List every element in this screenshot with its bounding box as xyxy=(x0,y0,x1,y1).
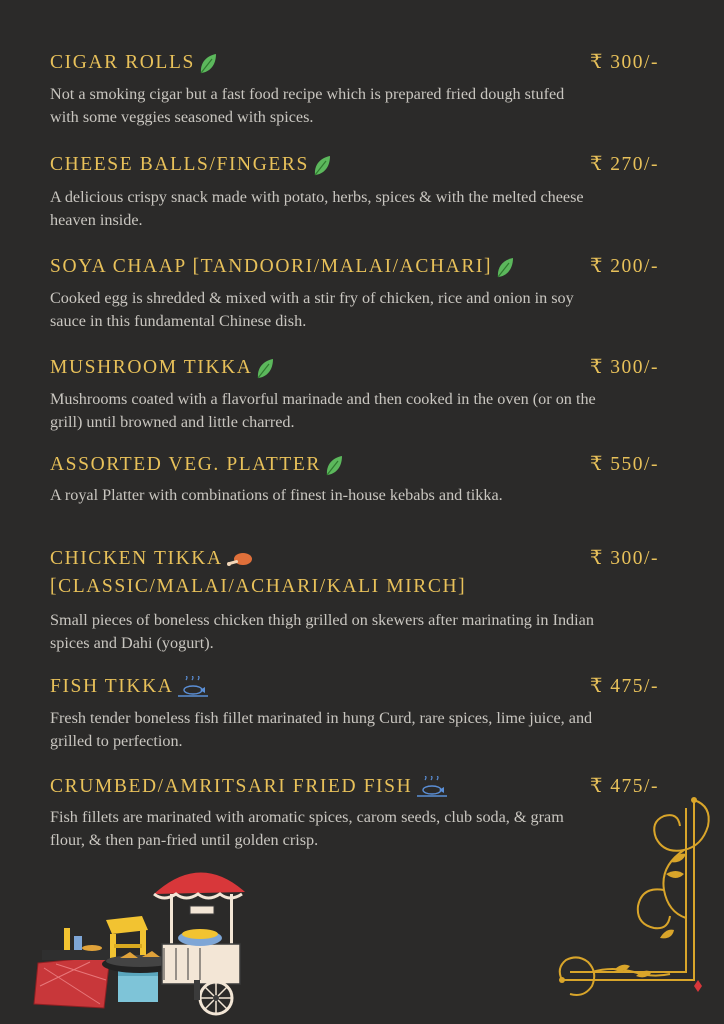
item-description: Fish fillets are marinated with aromatic spices, carom seeds, club soda, & gram flour, & then pan-fried until golden crisp. xyxy=(50,808,564,849)
item-name: CIGAR ROLLS xyxy=(50,49,590,77)
item-description: A royal Platter with combinations of finest in-house kebabs and tikka. xyxy=(50,486,503,504)
item-name: ASSORTED VEG. PLATTER xyxy=(50,451,590,479)
item-description: Small pieces of boneless chicken thigh grilled on skewers after marinating in Indian spices and Dahi (yogurt). xyxy=(50,611,594,652)
item-name: MUSHROOM TIKKA xyxy=(50,354,590,382)
fish-dish-icon xyxy=(415,776,449,800)
veg-leaf-icon xyxy=(495,257,515,279)
item-price: ₹ 300/- xyxy=(590,52,659,73)
item-name: CRUMBED/AMRITSARI FRIED FISH xyxy=(50,773,590,801)
item-price: ₹ 200/- xyxy=(590,256,659,277)
item-name: CHEESE BALLS/FINGERS xyxy=(50,151,590,179)
item-description: Fresh tender boneless fish fillet marinated in hung Curd, rare spices, lime juice, and grilled to perfection. xyxy=(50,709,593,750)
fish-dish-icon xyxy=(176,676,210,700)
item-price: ₹ 300/- xyxy=(590,357,659,378)
item-description: Mushrooms coated with a flavorful marinade and then cooked in the oven (or on the grill) until browned and little charred. xyxy=(50,390,596,431)
veg-leaf-icon xyxy=(324,455,344,477)
item-price: ₹ 550/- xyxy=(590,454,659,475)
item-description: A delicious crispy snack made with potato, herbs, spices & with the melted cheese heaven inside. xyxy=(50,188,584,229)
veg-leaf-icon xyxy=(312,155,332,177)
item-price: ₹ 300/- xyxy=(590,548,659,569)
item-price: ₹ 475/- xyxy=(590,676,659,697)
veg-leaf-icon xyxy=(198,53,218,75)
item-name: CHICKEN TIKKA [CLASSIC/MALAI/ACHARI/KALI MIRCH] xyxy=(50,548,467,597)
item-name: SOYA CHAAP [TANDOORI/MALAI/ACHARI] xyxy=(50,253,610,281)
item-description: Cooked egg is shredded & mixed with a stir fry of chicken, rice and onion in soy sauce in this fundamental Chinese dish. xyxy=(50,289,574,330)
food-cart-illustration xyxy=(30,858,245,1018)
veg-leaf-icon xyxy=(255,358,275,380)
chicken-leg-icon xyxy=(226,551,254,569)
item-price: ₹ 270/- xyxy=(590,154,659,175)
item-name: FISH TIKKA xyxy=(50,673,590,701)
gold-corner-ornament xyxy=(552,790,724,1006)
item-description: Not a smoking cigar but a fast food recipe which is prepared fried dough stufed with some veggies seasoned with spices. xyxy=(50,85,565,126)
item-price: ₹ 475/- xyxy=(590,776,659,797)
